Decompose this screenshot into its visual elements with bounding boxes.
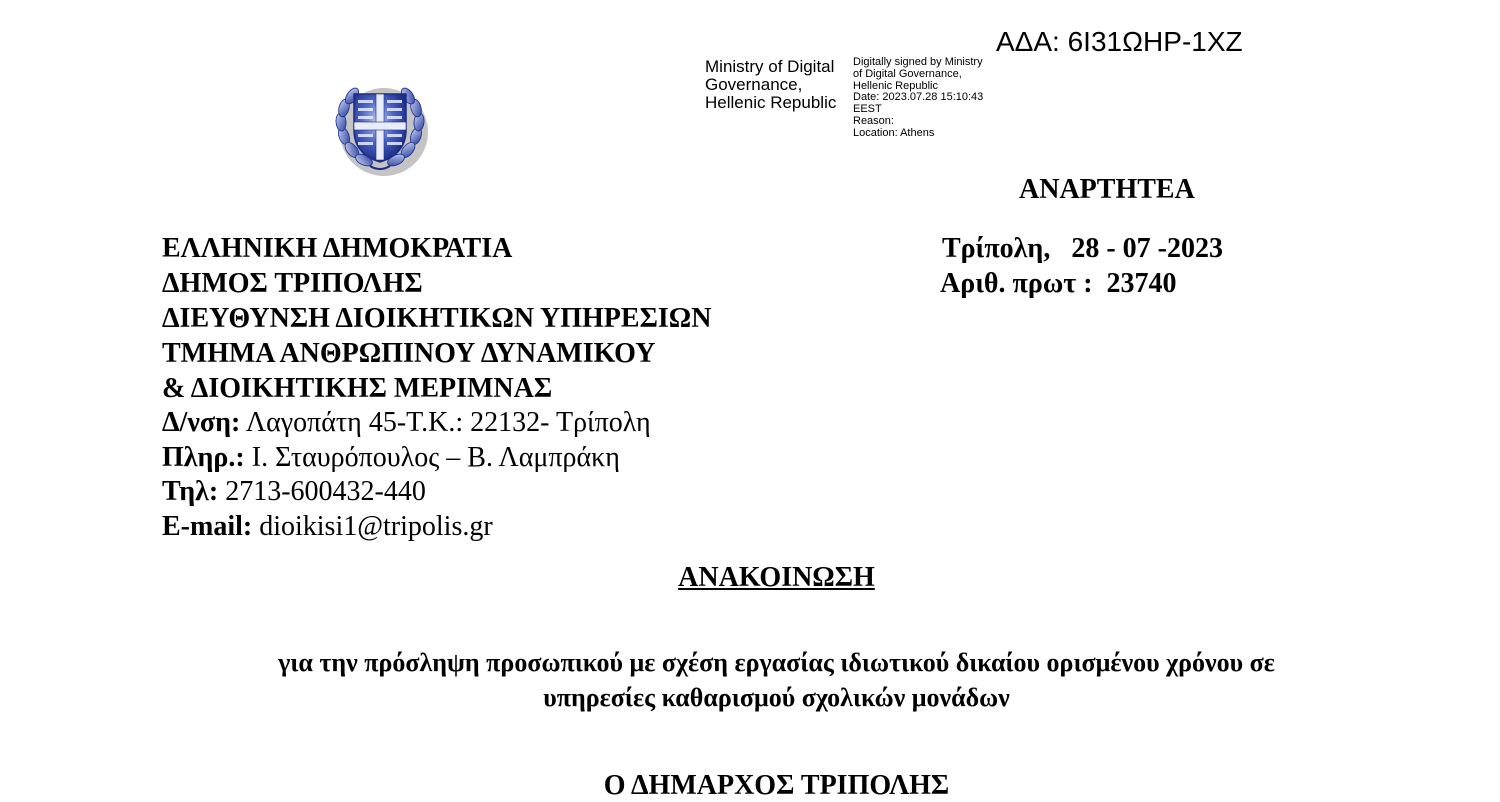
- address-line: [162, 407, 651, 439]
- posting-label: ΑΝΑΡΤΗΤΕΑ: [1019, 174, 1195, 205]
- email-line: [162, 511, 493, 543]
- email-value: dioikisi1@tripolis.gr: [252, 511, 493, 542]
- signature-detail-line: Digitally signed by Ministry: [853, 56, 983, 68]
- address-value: Λαγοπάτη 45-Τ.Κ.: 22132- Τρίπολη: [240, 407, 651, 438]
- signature-detail-line: Location: Athens: [853, 126, 935, 139]
- header-line-directorate: ΔΙΕΥΘΥΝΣΗ ΔΙΟΙΚΗΤΙΚΩΝ ΥΠΗΡΕΣΙΩΝ: [162, 303, 712, 334]
- signature-detail-line: Reason:: [853, 114, 894, 127]
- phone-label: Τηλ:: [162, 476, 219, 507]
- digital-signature-details: [853, 57, 983, 140]
- signer-line: Ministry of Digital: [705, 57, 835, 76]
- announcement-subtitle-line-1: για την πρόσληψη προσωπικού με σχέση εργασίας ιδιωτικού δικαίου ορισμένου χρόνου σε: [278, 648, 1275, 677]
- signature-detail-line: Date: 2023.07.28 15:10:43: [853, 91, 984, 104]
- info-label: Πληρ.:: [162, 442, 245, 473]
- greek-coat-of-arms-icon: [330, 78, 434, 178]
- signer-line: Hellenic Republic: [705, 93, 837, 112]
- phone-line: [162, 476, 426, 508]
- signature-detail-line: EEST: [853, 103, 882, 116]
- signature-detail-line: Hellenic Republic: [853, 79, 938, 92]
- announcement-title: ΑΝΑΚΟΙΝΩΣΗ: [678, 562, 875, 593]
- address-label: Δ/νση:: [162, 407, 241, 438]
- header-line-department-cont: & ΔΙΟΙΚΗΤΙΚΗΣ ΜΕΡΙΜΝΑΣ: [162, 373, 553, 404]
- date-line: Τρίπολη, 28 - 07 -2023: [942, 233, 1223, 264]
- ada-code: ΑΔΑ: 6Ι31ΩΗΡ-1ΧΖ: [996, 26, 1243, 57]
- issuer-heading: Ο ΔΗΜΑΡΧΟΣ ΤΡΙΠΟΛΗΣ: [603, 770, 950, 801]
- protocol-number: Αριθ. πρωτ : 23740: [940, 268, 1177, 299]
- signature-detail-line: of Digital Governance,: [853, 67, 962, 80]
- info-value: Ι. Σταυρόπουλος – Β. Λαμπράκη: [244, 442, 620, 473]
- signer-line: Governance,: [705, 75, 803, 94]
- info-line: [162, 442, 620, 474]
- digital-signature-signer: [705, 58, 836, 112]
- header-line-municipality: ΔΗΜΟΣ ΤΡΙΠΟΛΗΣ: [162, 268, 423, 299]
- header-line-department: ΤΜΗΜΑ ΑΝΘΡΩΠΙΝΟΥ ΔΥΝΑΜΙΚΟΥ: [162, 338, 656, 369]
- announcement-subtitle-line-2: υπηρεσίες καθαρισμού σχολικών μονάδων: [543, 683, 1010, 712]
- phone-value: 2713-600432-440: [218, 476, 426, 507]
- header-line-republic: ΕΛΛΗΝΙΚΗ ΔΗΜΟΚΡΑΤΙΑ: [162, 233, 513, 264]
- email-label: E-mail:: [162, 511, 253, 542]
